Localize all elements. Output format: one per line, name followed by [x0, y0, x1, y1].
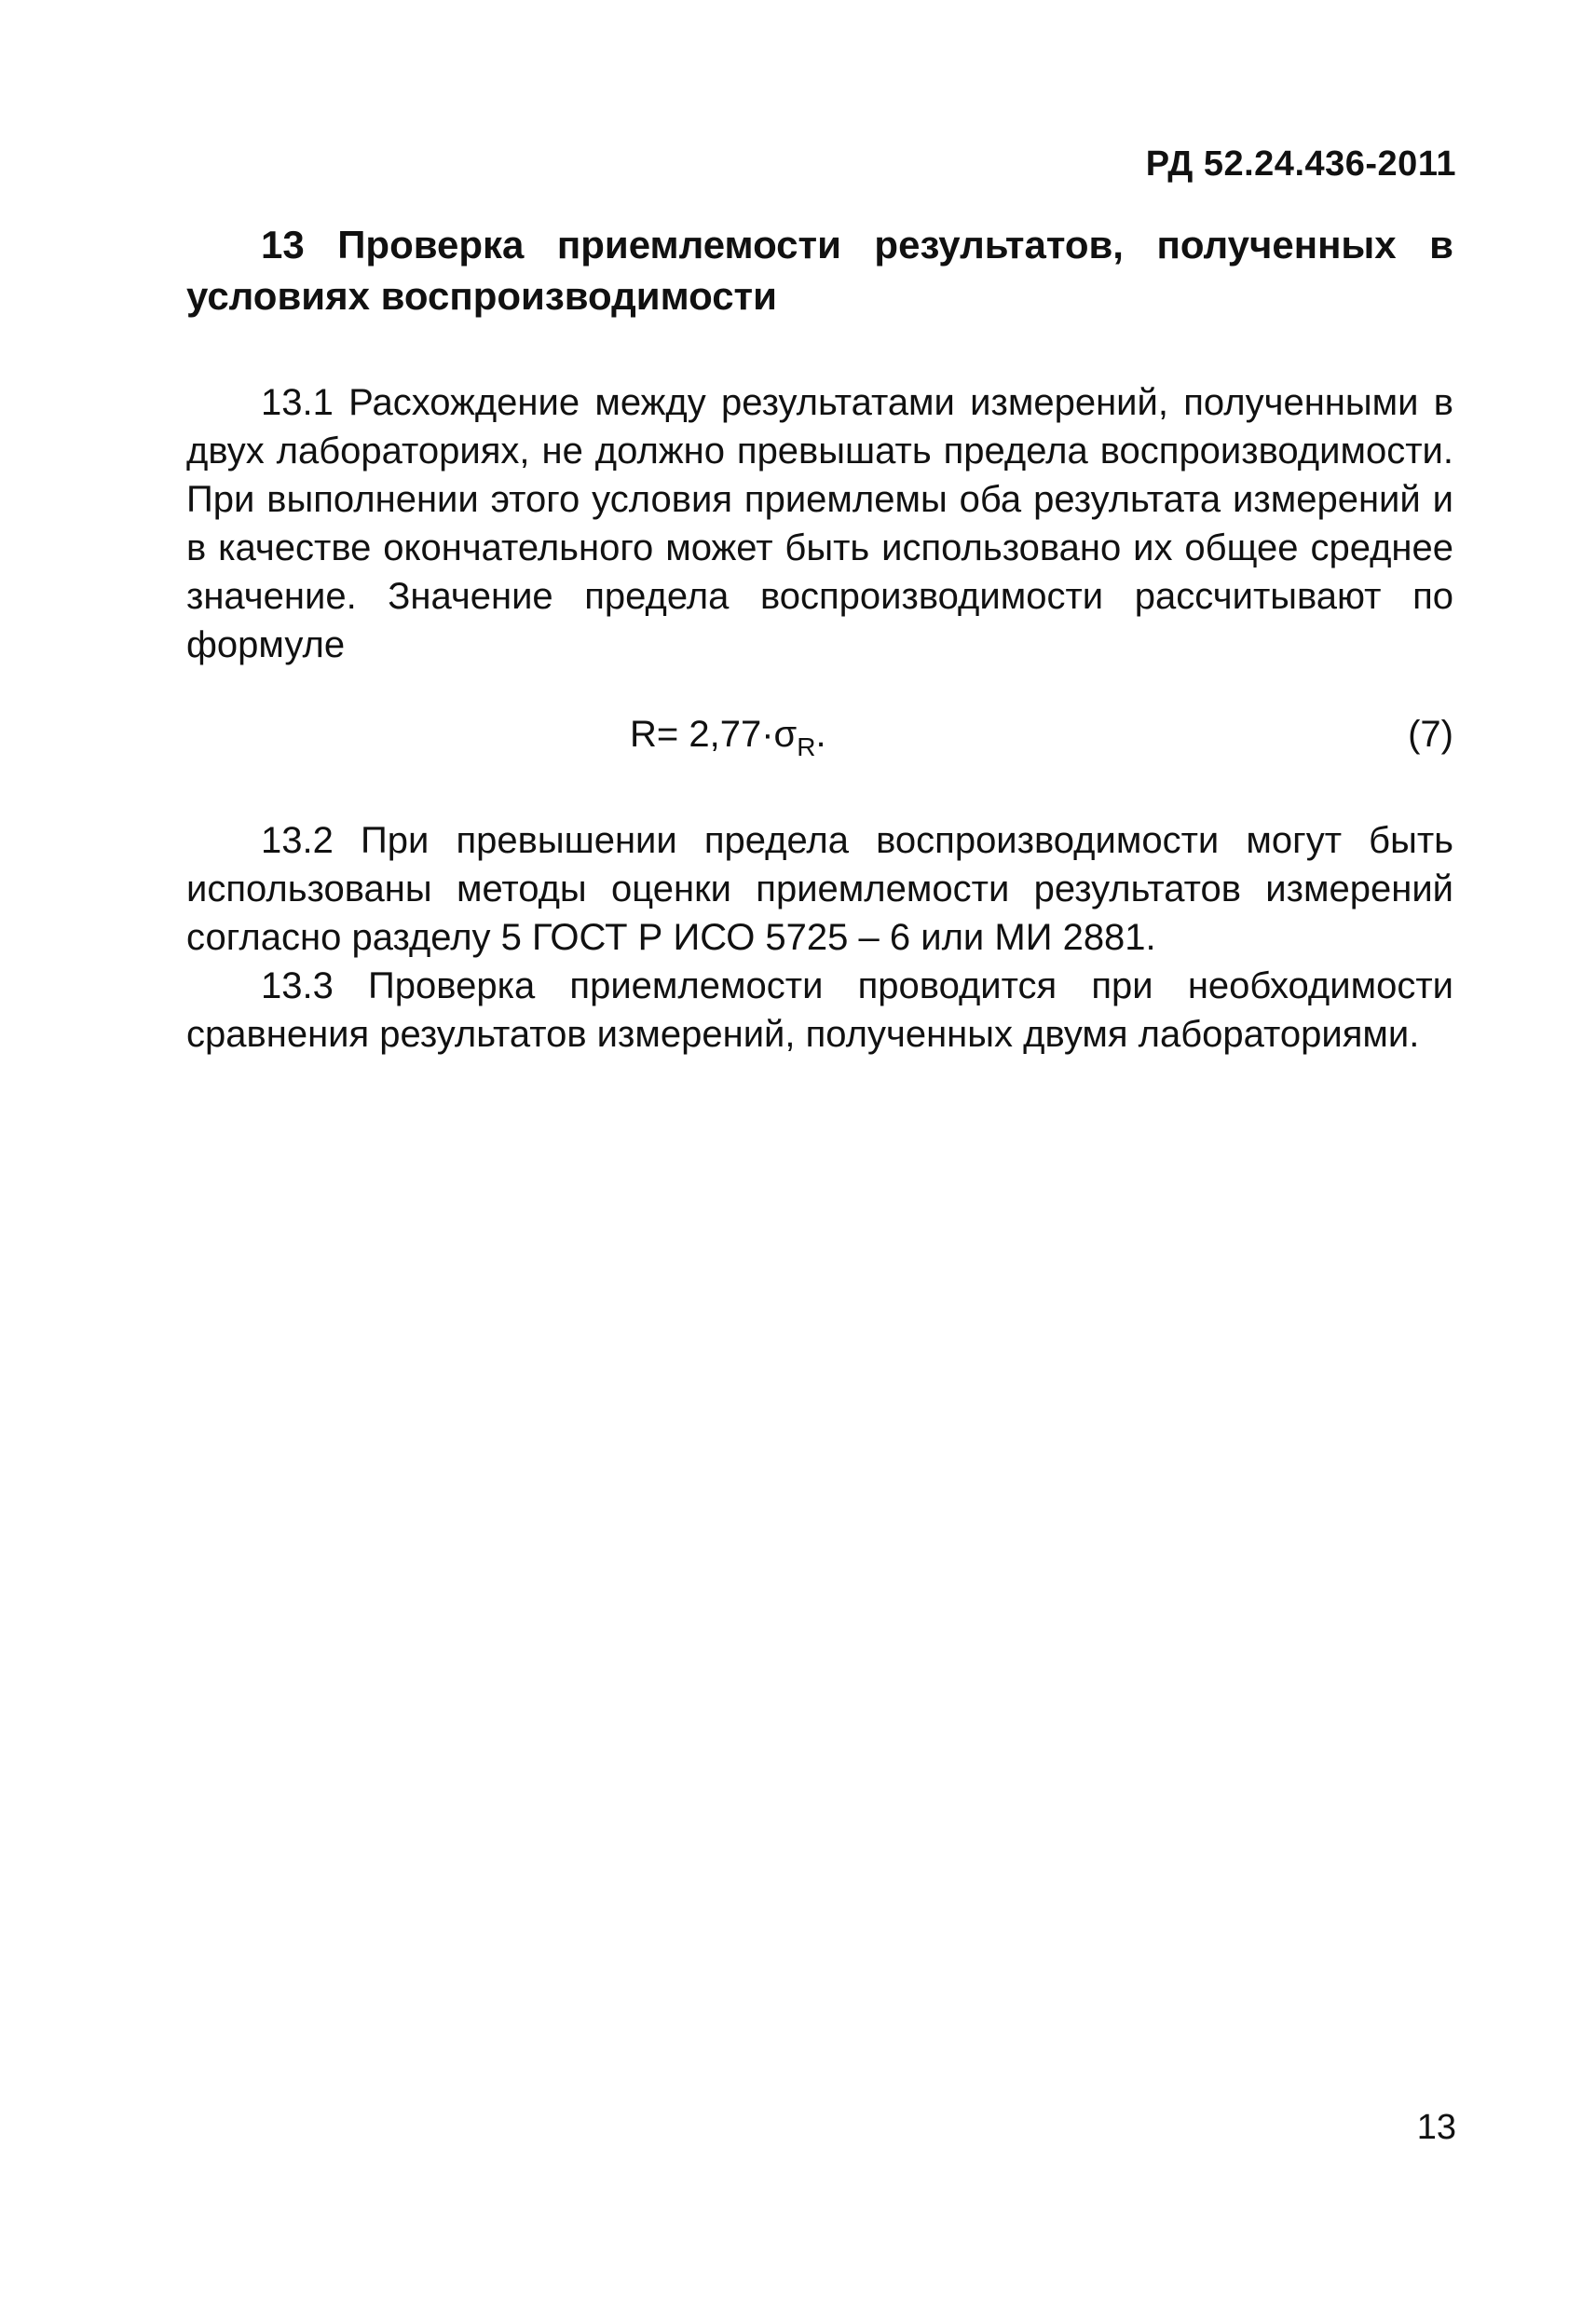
document-code: РД 52.24.436-2011 — [1145, 144, 1456, 184]
page-number: 13 — [1416, 2108, 1456, 2147]
section-title: 13 Проверка приемлемости результатов, полученных в условиях воспроизводимости — [186, 223, 1453, 319]
paragraph-13-3: 13.3 Проверка приемлемости проводится при необходимости сравнения результатов измерений, полученных двумя лабораториями. — [186, 964, 1453, 1055]
formula-main: R= 2,77·σ — [630, 713, 798, 755]
paragraph-13-2: 13.2 При превышении предела воспроизводимости могут быть использованы методы оценки приемлемости результатов измерений согласно разделу 5 ГОСТ Р ИСО 5725 – 6 или МИ 2881. — [186, 819, 1453, 958]
formula-row — [186, 714, 1453, 779]
formula — [630, 713, 826, 761]
paragraph-13-1: 13.1 Расхождение между результатами измерений, полученными в двух лабораториях, не должно превышать предела воспроизводимости. При выполнении этого условия приемлемы оба результата измерений и в качестве окончательного может быть использовано их общее среднее значение. Значение предела воспроизводимости рассчитывают по формуле — [186, 381, 1453, 665]
formula-subscript: R — [797, 732, 816, 761]
page-content — [186, 219, 1453, 1059]
formula-end: . — [815, 713, 826, 755]
formula-number: (7) — [1408, 713, 1453, 755]
